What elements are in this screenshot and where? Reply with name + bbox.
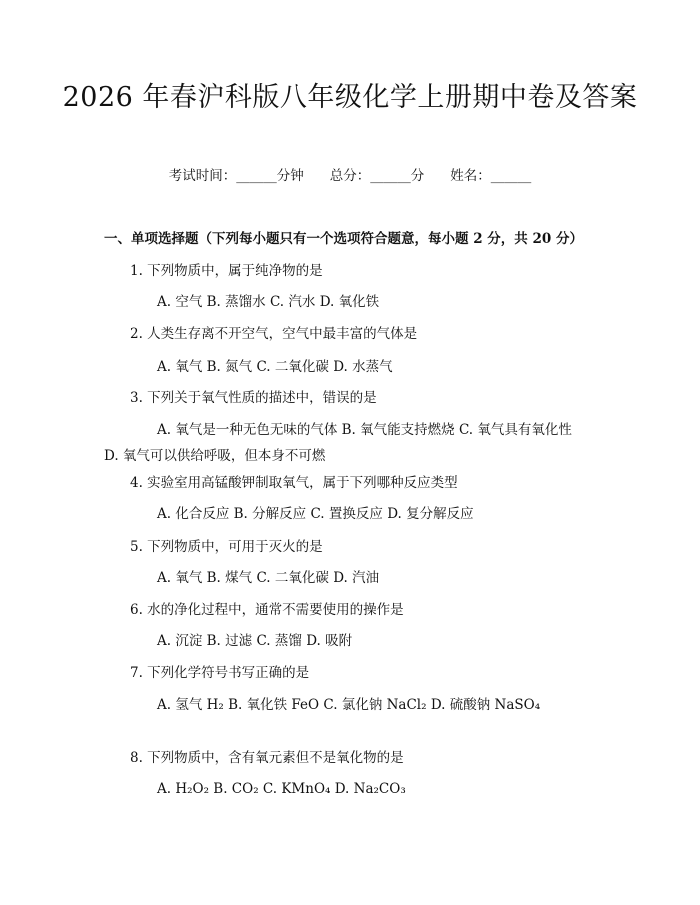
question-options: [157, 779, 406, 799]
option-c: C. KMnO₄: [262, 781, 331, 797]
question-stem: 8. 下列物质中，含有氧元素但不是氧化物的是: [130, 750, 404, 766]
question-stem: 5. 下列物质中，可用于灭火的是: [130, 539, 323, 555]
question-options: [104, 417, 590, 469]
option-d: D. 硫酸钠 NaSO₄: [430, 697, 541, 713]
option-b: B. 过滤: [206, 633, 253, 649]
document-title: 2026 年春沪科版八年级化学上册期中卷及答案: [62, 82, 638, 113]
option-b: B. 氧化铁 FeO: [228, 697, 320, 713]
option-b: B. 氮气: [206, 359, 253, 375]
option-a: A. 氧气是一种无色无味的气体: [157, 422, 338, 438]
question-options: [157, 504, 474, 524]
question-stem: 1. 下列物质中，属于纯净物的是: [130, 263, 323, 279]
option-c: C. 二氧化碳: [256, 570, 329, 586]
option-d: D. 汽油: [333, 570, 380, 586]
option-d: D. 氧化铁: [319, 294, 380, 310]
question-options: [104, 692, 590, 718]
option-a: A. 氧气: [157, 359, 203, 375]
option-d: D. 氧气可以供给呼吸，但本身不可燃: [104, 448, 326, 464]
option-c: C. 置换反应: [310, 506, 383, 522]
option-c: C. 氯化钠 NaCl₂: [323, 697, 427, 713]
question-options: [157, 357, 393, 377]
option-b: B. 蒸馏水: [206, 294, 266, 310]
option-b: B. CO₂: [213, 781, 259, 797]
question-options: [157, 568, 379, 588]
option-a: A. 氢气 H₂: [157, 697, 224, 713]
exam-meta: [0, 166, 700, 186]
question-options: [157, 292, 379, 312]
option-b: B. 煤气: [206, 570, 253, 586]
option-d: D. Na₂CO₃: [334, 781, 406, 797]
option-b: B. 氧气能支持燃烧: [341, 422, 455, 438]
option-c: C. 氧气具有氧化性: [458, 422, 572, 438]
option-d: D. 水蒸气: [333, 359, 393, 375]
option-c: C. 蒸馏: [256, 633, 302, 649]
option-d: D. 吸附: [306, 633, 353, 649]
exam-time-field: 考试时间：______分钟: [168, 168, 304, 184]
option-c: C. 二氧化碳: [256, 359, 329, 375]
option-c: C. 汽水: [269, 294, 316, 310]
question-stem: 2. 人类生存离不开空气，空气中最丰富的气体是: [130, 326, 418, 342]
option-a: A. 沉淀: [157, 633, 203, 649]
option-d: D. 复分解反应: [387, 506, 474, 522]
section-heading: 一、单项选择题（下列每小题只有一个选项符合题意，每小题 2 分，共 20 分）: [104, 231, 583, 247]
student-name-field: 姓名：______: [450, 168, 532, 184]
option-a: A. 空气: [157, 294, 203, 310]
option-a: A. H₂O₂: [157, 781, 209, 797]
option-a: A. 化合反应: [157, 506, 230, 522]
option-a: A. 氧气: [157, 570, 203, 586]
question-stem: 7. 下列化学符号书写正确的是: [130, 665, 310, 681]
total-score-field: 总分：______分: [329, 168, 425, 184]
question-stem: 3. 下列关于氧气性质的描述中，错误的是: [130, 390, 377, 406]
question-options: [157, 631, 352, 651]
question-stem: 6. 水的净化过程中，通常不需要使用的操作是: [130, 602, 404, 618]
question-stem: 4. 实验室用高锰酸钾制取氧气，属于下列哪种反应类型: [130, 475, 458, 491]
option-b: B. 分解反应: [233, 506, 307, 522]
